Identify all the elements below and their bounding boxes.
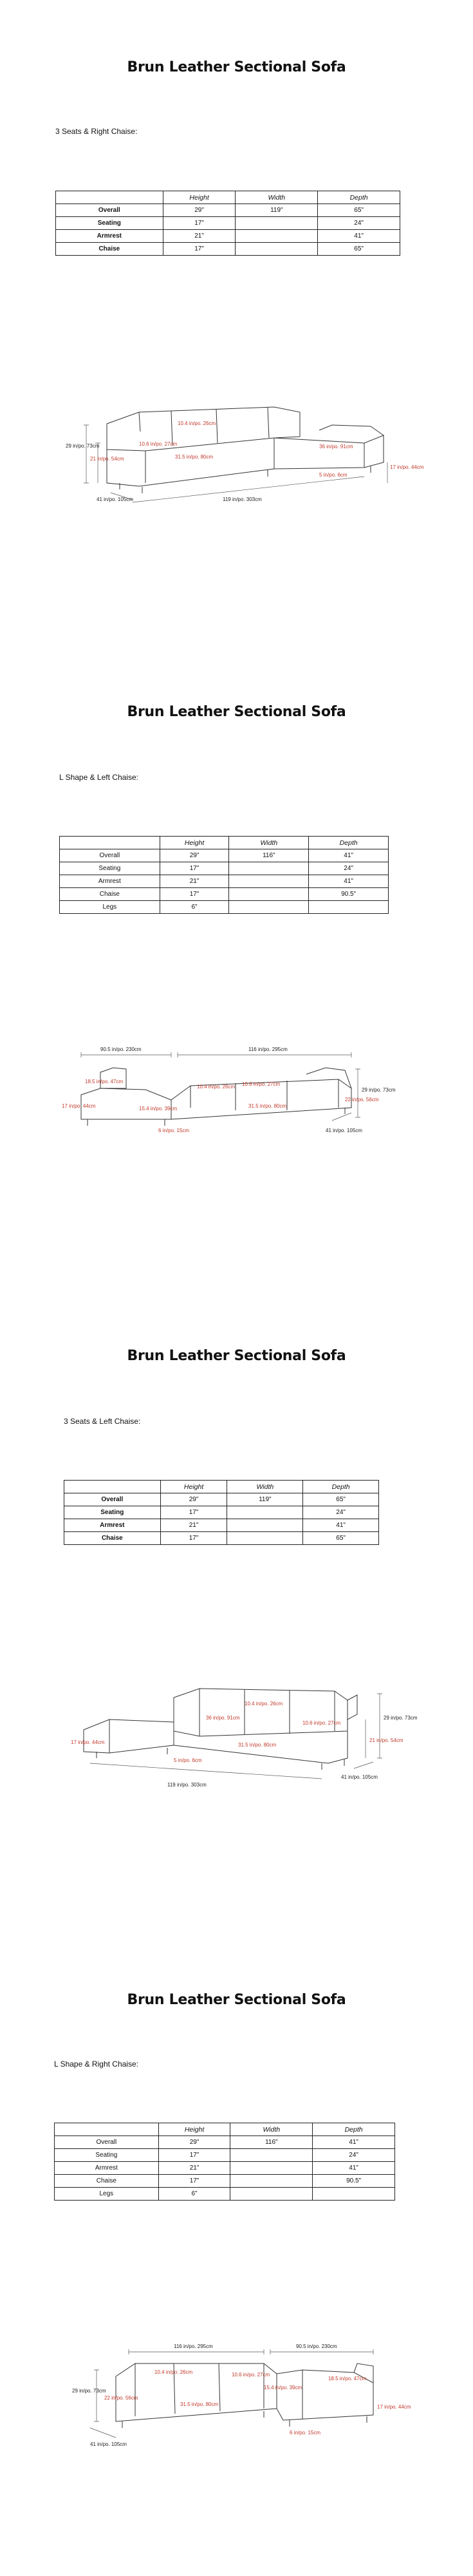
diagram-label: 29 in/po. 73cm <box>362 1087 396 1093</box>
table-cell: Chaise <box>55 2175 159 2188</box>
table-cell: Armrest <box>64 1519 161 1532</box>
diagram-label: 17 in/po. 44cm <box>71 1739 105 1745</box>
dimension-table <box>59 836 389 914</box>
table-cell: 90.5" <box>313 2175 395 2188</box>
diagram-label: 22 in/po. 56cm <box>345 1097 379 1103</box>
table-cell: 24" <box>313 2149 395 2162</box>
table-cell <box>229 875 309 888</box>
diagram-label: 29 in/po. 73cm <box>384 1715 418 1721</box>
table-cell: Armrest <box>60 875 160 888</box>
table-cell: 24" <box>303 1506 379 1519</box>
diagram-label: 15.4 in/po. 39cm <box>264 2385 302 2391</box>
table-cell: Overall <box>64 1493 161 1506</box>
table-cell: 116" <box>229 849 309 862</box>
table-cell: 41" <box>318 230 400 243</box>
table-cell: 17" <box>158 2149 230 2162</box>
diagram-label: 18.5 in/po. 47cm <box>328 2376 367 2382</box>
table-row <box>60 849 389 862</box>
diagram-label: 10.6 in/po. 27cm <box>232 2372 270 2378</box>
diagram-label: 31.5 in/po. 80cm <box>238 1742 277 1748</box>
table-cell: 119" <box>236 204 318 217</box>
table-cell: 21" <box>163 230 236 243</box>
diagram-label: 17 in/po. 44cm <box>377 2404 411 2410</box>
table-cell: Chaise <box>56 243 163 256</box>
table-cell: 65" <box>303 1493 379 1506</box>
table-cell <box>236 217 318 230</box>
diagram-label: 31.5 in/po. 80cm <box>248 1103 287 1109</box>
table-cell: 29" <box>160 1493 227 1506</box>
page-title: Brun Leather Sectional Sofa <box>127 59 346 75</box>
table-header-cell: Depth <box>313 2123 395 2136</box>
diagram-label: 15.4 in/po. 39cm <box>139 1106 178 1112</box>
table-cell <box>229 862 309 875</box>
table-row <box>55 2136 395 2149</box>
table-row <box>55 2149 395 2162</box>
table-header-cell: Width <box>227 1481 303 1493</box>
table-cell: Seating <box>64 1506 161 1519</box>
table-row <box>60 862 389 875</box>
sofa-diagram <box>62 386 424 515</box>
table-cell <box>236 230 318 243</box>
diagram-label: 41 in/po. 105cm <box>326 1128 362 1133</box>
table-cell: 6" <box>158 2188 230 2201</box>
diagram-label: 10.6 in/po. 27cm <box>242 1081 281 1087</box>
table-header-cell: Height <box>163 191 236 204</box>
table-row <box>56 230 400 243</box>
table-row <box>56 217 400 230</box>
table-row <box>55 2188 395 2201</box>
diagram-label: 10.6 in/po. 27cm <box>302 1720 341 1726</box>
table-header-cell <box>56 191 163 204</box>
section-1 <box>0 0 473 644</box>
table-cell: Seating <box>56 217 163 230</box>
section-subtitle: 3 Seats & Right Chaise: <box>55 127 138 136</box>
table-header-cell <box>55 2123 159 2136</box>
table-cell: Legs <box>60 901 160 914</box>
table-cell: 17" <box>160 1532 227 1545</box>
section-subtitle: L Shape & Right Chaise: <box>54 2060 138 2069</box>
table-cell: Legs <box>55 2188 159 2201</box>
table-cell <box>313 2188 395 2201</box>
table-row <box>56 204 400 217</box>
diagram-label: 36 in/po. 91cm <box>206 1715 240 1721</box>
section-subtitle: L Shape & Left Chaise: <box>59 773 138 782</box>
diagram-label: 22 in/po. 56cm <box>104 2395 138 2401</box>
sofa-diagram <box>62 1043 409 1166</box>
table-cell <box>309 901 389 914</box>
dimension-table <box>64 1480 379 1545</box>
table-header-row <box>55 2123 395 2136</box>
table-cell: 90.5" <box>309 888 389 901</box>
table-row <box>55 2175 395 2188</box>
diagram-label: 116 in/po. 295cm <box>248 1046 288 1052</box>
table-cell: Overall <box>60 849 160 862</box>
table-cell: 41" <box>313 2136 395 2149</box>
table-cell: Chaise <box>64 1532 161 1545</box>
table-cell <box>230 2175 313 2188</box>
diagram-label: 31.5 in/po. 80cm <box>175 454 214 460</box>
table-cell: 29" <box>158 2136 230 2149</box>
table-cell: 17" <box>158 2175 230 2188</box>
diagram-label: 31.5 in/po. 80cm <box>180 2401 219 2407</box>
table-row <box>64 1519 379 1532</box>
diagram-label: 90.5 in/po. 230cm <box>100 1046 142 1052</box>
table-header-cell: Height <box>160 837 229 849</box>
table-cell: Seating <box>55 2149 159 2162</box>
table-row <box>60 875 389 888</box>
table-cell: Overall <box>55 2136 159 2149</box>
diagram-label: 36 in/po. 91cm <box>319 444 353 450</box>
diagram-label: 5 in/po. 6cm <box>319 472 348 478</box>
diagram-label: 5 in/po. 6cm <box>174 1757 202 1763</box>
table-cell: 41" <box>309 875 389 888</box>
table-cell: 6" <box>160 901 229 914</box>
diagram-label: 116 in/po. 295cm <box>174 2344 213 2349</box>
table-header-cell: Width <box>229 837 309 849</box>
table-cell <box>227 1519 303 1532</box>
table-header-cell: Width <box>236 191 318 204</box>
table-cell: 17" <box>160 862 229 875</box>
page-title: Brun Leather Sectional Sofa <box>127 704 346 720</box>
table-cell: 65" <box>303 1532 379 1545</box>
table-row <box>56 243 400 256</box>
diagram-label: 119 in/po. 303cm <box>167 1782 207 1788</box>
page-title: Brun Leather Sectional Sofa <box>127 1992 346 2008</box>
table-cell: Armrest <box>55 2162 159 2175</box>
table-cell: 41" <box>313 2162 395 2175</box>
table-header-row <box>56 191 400 204</box>
diagram-label: 119 in/po. 303cm <box>223 497 262 502</box>
diagram-label: 10.4 in/po. 26cm <box>154 2369 193 2375</box>
table-row <box>60 901 389 914</box>
table-header-cell: Height <box>158 2123 230 2136</box>
table-header-cell: Width <box>230 2123 313 2136</box>
diagram-label: 18.5 in/po. 47cm <box>85 1079 124 1084</box>
table-cell: 17" <box>160 888 229 901</box>
table-header-cell: Depth <box>318 191 400 204</box>
table-cell: 116" <box>230 2136 313 2149</box>
diagram-label: 21 in/po. 54cm <box>90 456 124 462</box>
dimension-table <box>55 191 400 256</box>
table-cell: 119" <box>227 1493 303 1506</box>
diagram-label: 10.4 in/po. 26cm <box>178 421 216 426</box>
diagram-label: 41 in/po. 105cm <box>341 1774 378 1780</box>
table-header-cell <box>60 837 160 849</box>
table-cell <box>230 2149 313 2162</box>
section-subtitle: 3 Seats & Left Chaise: <box>64 1417 141 1426</box>
diagram-label: 90.5 in/po. 230cm <box>296 2344 337 2349</box>
section-2 <box>0 644 473 1288</box>
table-cell: 21" <box>160 1519 227 1532</box>
diagram-label: 17 in/po. 44cm <box>390 464 424 470</box>
table-cell: Overall <box>56 204 163 217</box>
table-cell <box>227 1506 303 1519</box>
table-cell <box>229 888 309 901</box>
table-cell: 41" <box>309 849 389 862</box>
diagram-label: 10.6 in/po. 27cm <box>139 441 178 447</box>
table-header-row <box>64 1481 379 1493</box>
table-cell: Seating <box>60 862 160 875</box>
table-header-cell: Height <box>160 1481 227 1493</box>
table-cell: 17" <box>160 1506 227 1519</box>
diagram-label: 10.4 in/po. 26cm <box>245 1701 283 1707</box>
page-title: Brun Leather Sectional Sofa <box>127 1348 346 1364</box>
table-cell: 65" <box>318 243 400 256</box>
table-header-cell <box>64 1481 161 1493</box>
table-cell: Chaise <box>60 888 160 901</box>
table-cell: 17" <box>163 243 236 256</box>
diagram-label: 29 in/po. 73cm <box>66 443 100 449</box>
section-4 <box>0 1932 473 2576</box>
table-row <box>55 2162 395 2175</box>
diagram-label: 41 in/po. 105cm <box>90 2441 127 2447</box>
table-cell <box>230 2162 313 2175</box>
dimension-table <box>54 2123 395 2201</box>
table-header-cell: Depth <box>303 1481 379 1493</box>
table-row <box>60 888 389 901</box>
table-cell: 21" <box>160 875 229 888</box>
table-cell: 21" <box>158 2162 230 2175</box>
table-cell: 29" <box>163 204 236 217</box>
table-cell: 24" <box>309 862 389 875</box>
table-cell: 24" <box>318 217 400 230</box>
table-cell <box>227 1532 303 1545</box>
sofa-diagram <box>71 2344 411 2473</box>
table-cell: 29" <box>160 849 229 862</box>
table-row <box>64 1493 379 1506</box>
diagram-label: 6 in/po. 15cm <box>158 1128 190 1133</box>
table-cell: 17" <box>163 217 236 230</box>
table-row <box>64 1506 379 1519</box>
table-cell: 41" <box>303 1519 379 1532</box>
table-cell: Armrest <box>56 230 163 243</box>
section-3 <box>0 1288 473 1932</box>
diagram-label: 17 in/po. 44cm <box>62 1103 96 1109</box>
diagram-label: 6 in/po. 15cm <box>290 2430 321 2436</box>
table-cell: 65" <box>318 204 400 217</box>
table-row <box>64 1532 379 1545</box>
table-cell <box>229 901 309 914</box>
diagram-label: 29 in/po. 73cm <box>72 2388 106 2394</box>
sofa-diagram <box>71 1668 418 1803</box>
table-header-row <box>60 837 389 849</box>
diagram-label: 21 in/po. 54cm <box>369 1738 403 1743</box>
table-cell <box>230 2188 313 2201</box>
table-header-cell: Depth <box>309 837 389 849</box>
table-cell <box>236 243 318 256</box>
diagram-label: 41 in/po. 105cm <box>97 497 133 502</box>
diagram-label: 10.4 in/po. 26cm <box>197 1084 236 1090</box>
